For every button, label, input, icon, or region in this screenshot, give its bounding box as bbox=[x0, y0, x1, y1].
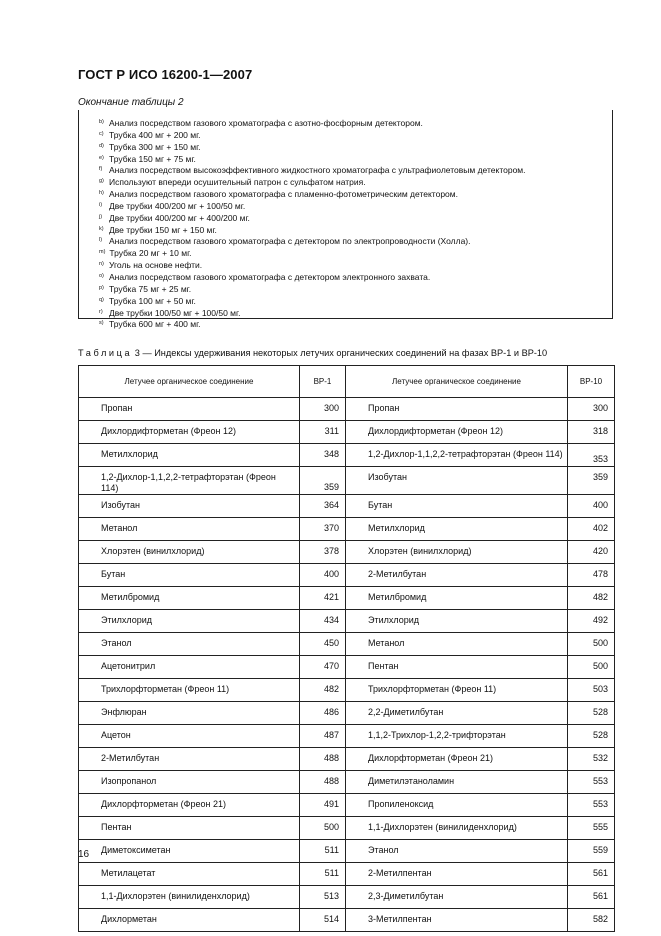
compound-bp1-cell: Пентан bbox=[79, 817, 300, 840]
bp10-index-cell: 503 bbox=[568, 679, 615, 702]
compound-bp1-cell: 1,2-Дихлор-1,1,2,2-тетрафторэтан (Фреон 114) bbox=[79, 467, 300, 495]
footnote-text: Анализ посредством газового хроматографа с азотно-фосфорным детектором. bbox=[109, 118, 423, 128]
table-continuation-label: Окончание таблицы 2 bbox=[78, 97, 184, 108]
footnote-mark: n) bbox=[99, 261, 104, 268]
compound-bp10-cell: Бутан bbox=[346, 495, 568, 518]
table-row bbox=[79, 909, 615, 932]
table-row bbox=[79, 702, 615, 725]
compound-bp10-cell: Дихлордифторметан (Фреон 12) bbox=[346, 421, 568, 444]
footnote bbox=[99, 307, 612, 319]
compound-bp1-cell: Дихлордифторметан (Фреон 12) bbox=[79, 421, 300, 444]
footnote-text: Трубка 400 мг + 200 мг. bbox=[109, 129, 201, 140]
footnote-mark: o) bbox=[99, 272, 104, 279]
compound-bp10-cell: Этанол bbox=[346, 840, 568, 863]
footnote-text: Анализ посредством газового хроматографа с пламенно-фотометрическим детектором. bbox=[109, 189, 458, 200]
header-compound-1: Летучее органическое соединение bbox=[79, 366, 300, 398]
bp10-index-cell: 553 bbox=[568, 771, 615, 794]
table-row bbox=[79, 610, 615, 633]
bp1-index-cell: 488 bbox=[300, 748, 346, 771]
footnote-text: Две трубки 400/200 мг + 100/50 мг. bbox=[109, 200, 246, 211]
footnote-text: Две трубки 100/50 мг + 100/50 мг. bbox=[109, 307, 241, 318]
compound-bp10-cell: Трихлорфторметан (Фреон 11) bbox=[346, 679, 568, 702]
bp10-index-cell: 359 bbox=[568, 467, 615, 495]
footnote-mark: j) bbox=[99, 213, 103, 220]
table-row bbox=[79, 587, 615, 610]
bp10-index-cell: 528 bbox=[568, 702, 615, 725]
footnote bbox=[99, 283, 612, 295]
compound-bp1-cell: Изопропанол bbox=[79, 771, 300, 794]
footnote bbox=[99, 271, 612, 283]
bp10-index-cell: 492 bbox=[568, 610, 615, 633]
table-row bbox=[79, 656, 615, 679]
footnote-mark: i) bbox=[99, 201, 103, 208]
bp1-index-cell: 470 bbox=[300, 656, 346, 679]
compound-bp1-cell: Пропан bbox=[79, 398, 300, 421]
footnote-text: Трубка 150 мг + 75 мг. bbox=[109, 153, 196, 164]
compound-bp10-cell: Изобутан bbox=[346, 467, 568, 495]
bp10-index-cell: 559 bbox=[568, 840, 615, 863]
footnote bbox=[99, 224, 612, 236]
footnote-mark: f) bbox=[99, 166, 103, 173]
bp10-index-cell: 500 bbox=[568, 656, 615, 679]
compound-bp10-cell: Метилбромид bbox=[346, 587, 568, 610]
table-row bbox=[79, 863, 615, 886]
compound-bp10-cell: Этилхлорид bbox=[346, 610, 568, 633]
table-row bbox=[79, 679, 615, 702]
header-compound-2: Летучее органическое соединение bbox=[346, 366, 568, 398]
compound-bp1-cell: Энфлюран bbox=[79, 702, 300, 725]
table-row bbox=[79, 817, 615, 840]
compound-bp10-cell: 2,2-Диметилбутан bbox=[346, 702, 568, 725]
bp1-index-cell: 370 bbox=[300, 518, 346, 541]
bp10-index-cell: 532 bbox=[568, 748, 615, 771]
table-row bbox=[79, 541, 615, 564]
page-number: 16 bbox=[78, 849, 90, 860]
bp1-index-cell: 511 bbox=[300, 863, 346, 886]
compound-bp10-cell: Пентан bbox=[346, 656, 568, 679]
compound-bp1-cell: Дихлорметан bbox=[79, 909, 300, 932]
bp10-index-cell: 420 bbox=[568, 541, 615, 564]
footnote-mark: r) bbox=[99, 308, 103, 315]
footnote-mark: g) bbox=[99, 178, 104, 185]
table3-caption bbox=[78, 348, 547, 358]
footnote bbox=[99, 318, 612, 330]
bp1-index-cell: 434 bbox=[300, 610, 346, 633]
compound-bp1-cell: Метилацетат bbox=[79, 863, 300, 886]
retention-index-table bbox=[78, 365, 615, 932]
footnote-mark: l) bbox=[99, 237, 103, 244]
bp1-index-cell: 491 bbox=[300, 794, 346, 817]
header-bp1: ВР-1 bbox=[300, 366, 346, 398]
footnote bbox=[99, 129, 612, 141]
compound-bp10-cell: 3-Метилпентан bbox=[346, 909, 568, 932]
compound-bp10-cell: 1,2-Дихлор-1,1,2,2-тетрафторэтан (Фреон 114) bbox=[346, 444, 568, 467]
compound-bp10-cell: Дихлорфторметан (Фреон 21) bbox=[346, 748, 568, 771]
bp1-index-cell: 421 bbox=[300, 587, 346, 610]
bp10-index-cell: 561 bbox=[568, 886, 615, 909]
compound-bp1-cell: Этанол bbox=[79, 633, 300, 656]
footnote-text: Две трубки 150 мг + 150 мг. bbox=[109, 224, 217, 235]
footnote bbox=[99, 247, 612, 259]
bp10-index-cell: 555 bbox=[568, 817, 615, 840]
footnote-mark: m) bbox=[99, 249, 106, 256]
bp10-index-cell: 500 bbox=[568, 633, 615, 656]
table-row bbox=[79, 421, 615, 444]
table-row bbox=[79, 771, 615, 794]
compound-bp10-cell: 1,1,2-Трихлор-1,2,2-трифторэтан bbox=[346, 725, 568, 748]
bp1-index-cell: 482 bbox=[300, 679, 346, 702]
compound-bp1-cell: 1,1-Дихлорэтен (винилиденхлорид) bbox=[79, 886, 300, 909]
table3-caption-text: 3 — Индексы удерживания некоторых летучих органических соединений на фазах ВР-1 и ВР-10 bbox=[132, 348, 548, 358]
table3-caption-label: Таблица bbox=[78, 348, 133, 358]
table-row bbox=[79, 398, 615, 421]
footnote bbox=[99, 259, 612, 271]
compound-bp1-cell: 2-Метилбутан bbox=[79, 748, 300, 771]
compound-bp1-cell: Изобутан bbox=[79, 495, 300, 518]
bp1-index-cell: 488 bbox=[300, 771, 346, 794]
bp1-index-cell: 486 bbox=[300, 702, 346, 725]
compound-bp1-cell: Метанол bbox=[79, 518, 300, 541]
footnote-text: Трубка 600 мг + 400 мг. bbox=[109, 319, 201, 330]
bp1-index-cell: 311 bbox=[300, 421, 346, 444]
footnote-text: Две трубки 400/200 мг + 400/200 мг. bbox=[109, 212, 250, 223]
footnote-mark: e) bbox=[99, 154, 104, 161]
bp1-index-cell: 514 bbox=[300, 909, 346, 932]
footnote bbox=[99, 200, 612, 212]
table-row bbox=[79, 444, 615, 467]
bp10-index-cell: 528 bbox=[568, 725, 615, 748]
document-header: ГОСТ Р ИСО 16200-1—2007 bbox=[78, 67, 253, 82]
bp1-index-cell: 348 bbox=[300, 444, 346, 467]
footnote-mark: d) bbox=[99, 142, 104, 149]
compound-bp10-cell: Метилхлорид bbox=[346, 518, 568, 541]
footnote-text: Трубка 300 мг + 150 мг. bbox=[109, 141, 201, 152]
footnote bbox=[99, 164, 612, 176]
bp10-index-cell: 561 bbox=[568, 863, 615, 886]
compound-bp1-cell: Дихлорфторметан (Фреон 21) bbox=[79, 794, 300, 817]
footnote bbox=[99, 153, 612, 165]
compound-bp1-cell: Ацетонитрил bbox=[79, 656, 300, 679]
bp10-index-cell: 400 bbox=[568, 495, 615, 518]
compound-bp10-cell: Хлорэтен (винилхлорид) bbox=[346, 541, 568, 564]
footnote-mark: c) bbox=[99, 130, 104, 137]
bp10-index-cell: 482 bbox=[568, 587, 615, 610]
compound-bp10-cell: 2,3-Диметилбутан bbox=[346, 886, 568, 909]
bp10-index-cell: 300 bbox=[568, 398, 615, 421]
bp1-index-cell: 487 bbox=[300, 725, 346, 748]
compound-bp1-cell: Ацетон bbox=[79, 725, 300, 748]
footnote-mark: k) bbox=[99, 225, 104, 232]
bp1-index-cell: 400 bbox=[300, 564, 346, 587]
compound-bp1-cell: Метилхлорид bbox=[79, 444, 300, 467]
footnote bbox=[99, 176, 612, 188]
compound-bp1-cell: Метилбромид bbox=[79, 587, 300, 610]
table-row bbox=[79, 886, 615, 909]
table-row bbox=[79, 495, 615, 518]
footnote-mark: s) bbox=[99, 320, 104, 327]
footnote bbox=[99, 141, 612, 153]
compound-bp1-cell: Диметоксиметан bbox=[79, 840, 300, 863]
bp1-index-cell: 450 bbox=[300, 633, 346, 656]
compound-bp10-cell: 2-Метилпентан bbox=[346, 863, 568, 886]
footnote bbox=[99, 117, 612, 129]
footnote-text: Уголь на основе нефти. bbox=[109, 260, 203, 271]
footnote-text: Анализ посредством газового хроматографа с детектором по электропроводности (Холла). bbox=[109, 236, 471, 247]
compound-bp1-cell: Хлорэтен (винилхлорид) bbox=[79, 541, 300, 564]
compound-bp10-cell: 1,1-Дихлорэтен (винилиденхлорид) bbox=[346, 817, 568, 840]
footnote-text: Используют впереди осушительный патрон с сульфатом натрия. bbox=[109, 177, 366, 188]
compound-bp1-cell: Трихлорфторметан (Фреон 11) bbox=[79, 679, 300, 702]
header-bp10: ВР-10 bbox=[568, 366, 615, 398]
bp10-index-cell: 318 bbox=[568, 421, 615, 444]
footnote-text: Анализ посредством высокоэффективного жидкостного хроматографа с ультрафиолетовым детектором. bbox=[109, 165, 526, 176]
table-row bbox=[79, 725, 615, 748]
table-row bbox=[79, 633, 615, 656]
footnote-mark: p) bbox=[99, 284, 104, 291]
compound-bp10-cell: Пропиленоксид bbox=[346, 794, 568, 817]
compound-bp10-cell: 2-Метилбутан bbox=[346, 564, 568, 587]
bp1-index-cell: 300 bbox=[300, 398, 346, 421]
table-header-row bbox=[79, 366, 615, 398]
footnote-mark: q) bbox=[99, 296, 104, 303]
bp1-index-cell: 500 bbox=[300, 817, 346, 840]
compound-bp10-cell: Пропан bbox=[346, 398, 568, 421]
table-row bbox=[79, 840, 615, 863]
bp1-index-cell: 359 bbox=[300, 467, 346, 495]
table-row bbox=[79, 794, 615, 817]
footnote bbox=[99, 295, 612, 307]
compound-bp1-cell: Этилхлорид bbox=[79, 610, 300, 633]
table2-footnotes bbox=[78, 110, 613, 330]
table-row bbox=[79, 518, 615, 541]
bp10-index-cell: 553 bbox=[568, 794, 615, 817]
compound-bp1-cell: Бутан bbox=[79, 564, 300, 587]
footnote-mark: h) bbox=[99, 190, 104, 197]
bp10-index-cell: 353 bbox=[568, 444, 615, 467]
bp10-index-cell: 402 bbox=[568, 518, 615, 541]
bp1-index-cell: 378 bbox=[300, 541, 346, 564]
bp10-index-cell: 582 bbox=[568, 909, 615, 932]
footnote-mark: b) bbox=[99, 119, 104, 125]
compound-bp10-cell: Метанол bbox=[346, 633, 568, 656]
footnote-text: Анализ посредством газового хроматографа с детектором электронного захвата. bbox=[109, 271, 431, 282]
bp1-index-cell: 364 bbox=[300, 495, 346, 518]
table-row bbox=[79, 564, 615, 587]
footnote-text: Трубка 20 мг + 10 мг. bbox=[109, 248, 192, 259]
footnote bbox=[99, 235, 612, 247]
table-row bbox=[79, 748, 615, 771]
bp1-index-cell: 511 bbox=[300, 840, 346, 863]
bp1-index-cell: 513 bbox=[300, 886, 346, 909]
table-row bbox=[79, 467, 615, 495]
footnote bbox=[99, 188, 612, 200]
bp10-index-cell: 478 bbox=[568, 564, 615, 587]
footnote-text: Трубка 100 мг + 50 мг. bbox=[109, 295, 196, 306]
footnote bbox=[99, 212, 612, 224]
footnote-text: Трубка 75 мг + 25 мг. bbox=[109, 283, 192, 294]
compound-bp10-cell: Диметилэтаноламин bbox=[346, 771, 568, 794]
